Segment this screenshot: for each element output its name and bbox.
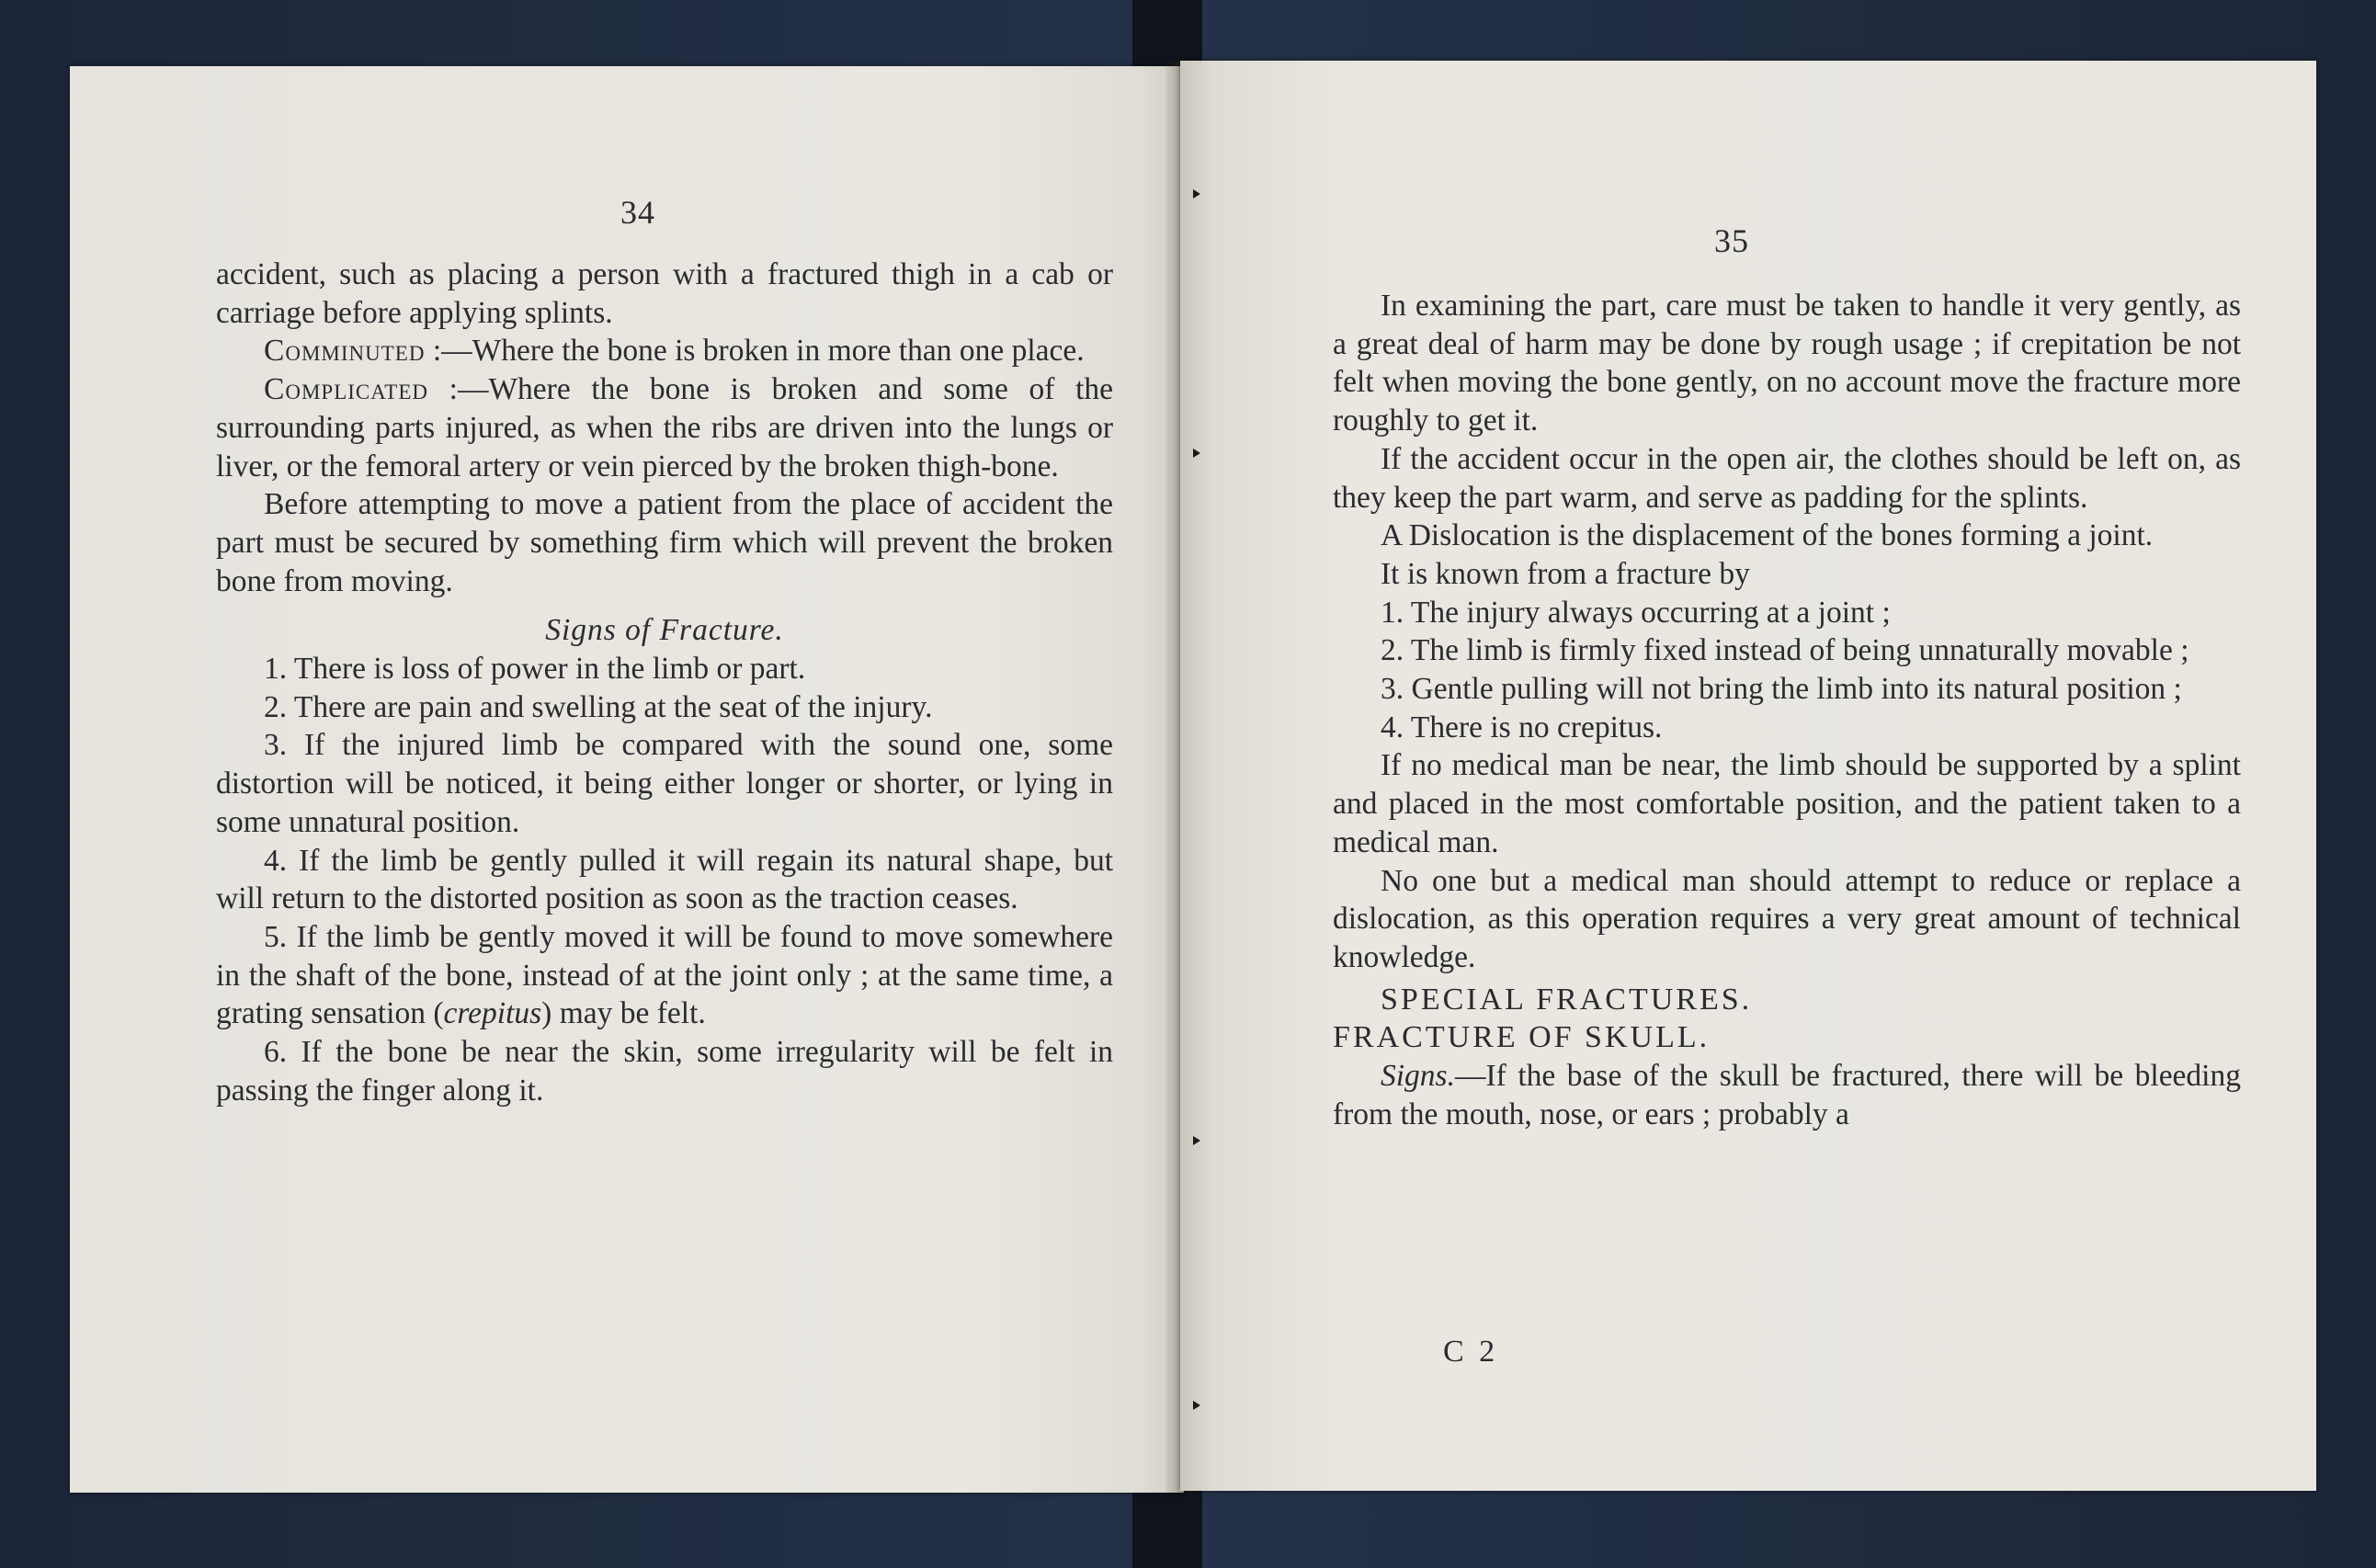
list-item [216,918,1113,1033]
term-label: Complicated [264,372,429,407]
list-item: 2. There are pain and swelling at the seat of the injury. [264,689,933,724]
paragraph [216,370,1113,485]
list-item: 6. If the bone be near the skin, some irregularity will be felt in passing the finger along it. [216,1035,1113,1108]
list-item-text: ) may be felt. [541,996,706,1031]
paragraph: No one but a medical man should attempt to reduce or replace a dislocation, as this operation requires a very great amount of technical knowledge. [1333,863,2241,974]
paragraph: In examining the part, care must be taken to handle it very gently, as a great deal of harm may be done by rough usage ; if crepitation be not felt when moving the bone gently, on no account move the fracture more roughly to get it. [1333,289,2241,438]
paragraph [1333,1057,2241,1133]
left-page-body [216,256,1113,1109]
signature-mark: C 2 [1443,1335,1499,1369]
paragraph-text: —If the base of the skull be fractured, there will be bleeding from the mouth, nose, or ears ; probably a [1333,1059,2241,1131]
list-item: 1. There is loss of power in the limb or part. [264,652,806,687]
list-item: 3. If the injured limb be compared with the sound one, some distortion will be noticed, it being either longer or shorter, or lying in some unnatural position. [216,728,1113,839]
left-page [70,66,1184,1493]
paragraph [216,332,1113,370]
list-item: 3. Gentle pulling will not bring the limb into its natural position ; [1381,672,2182,707]
paragraph: If no medical man be near, the limb should be supported by a splint and placed in the most comfortable position, and the patient taken to a medical man. [1333,748,2241,859]
page-number: 34 [620,194,655,231]
right-page-body [1333,287,2241,1133]
italic-lead: Signs. [1381,1059,1455,1094]
term-definition: :—Where the bone is broken and some of the surrounding parts injured, as when the ribs are driven into the lungs or liver, or the femoral artery or vein pierced by the broken thigh-bone. [216,372,1113,483]
list-item-text: 5. If the limb be gently moved it will be found to move somewhere in the shaft of the bone, instead of at the joint only ; at the same time, a grating sensation ( [216,919,1113,1031]
section-subheading: Signs of Fracture. [545,613,784,648]
list-item: 2. The limb is firmly fixed instead of being unnaturally movable ; [1381,633,2189,668]
section-heading: SPECIAL FRACTURES. [1381,982,1753,1017]
paragraph: A Dislocation is the displacement of the bones forming a joint. [1381,518,2154,553]
term-definition: :—Where the bone is broken in more than one place. [425,334,1085,369]
page-number: 35 [1714,222,1749,259]
paragraph: If the accident occur in the open air, the clothes should be left on, as they keep the part warm, and serve as padding for the splints. [1333,441,2241,515]
list-item: 1. The injury always occurring at a joint ; [1381,595,1891,630]
italic-term: crepitus [443,996,542,1031]
right-page [1180,61,2316,1491]
subsection-heading: FRACTURE OF SKULL. [1333,1020,1711,1055]
list-item: 4. There is no crepitus. [1381,710,1663,744]
list-item: 4. If the limb be gently pulled it will regain its natural shape, but will return to the distorted position as soon as the traction ceases. [216,843,1113,916]
paragraph: It is known from a fracture by [1381,556,1750,591]
term-label: Comminuted [264,334,426,369]
paragraph: accident, such as placing a person with a fractured thigh in a cab or carriage before applying splints. [216,257,1113,330]
paragraph: Before attempting to move a patient from the place of accident the part must be secured by something firm which will prevent the broken bone from moving. [216,487,1113,598]
